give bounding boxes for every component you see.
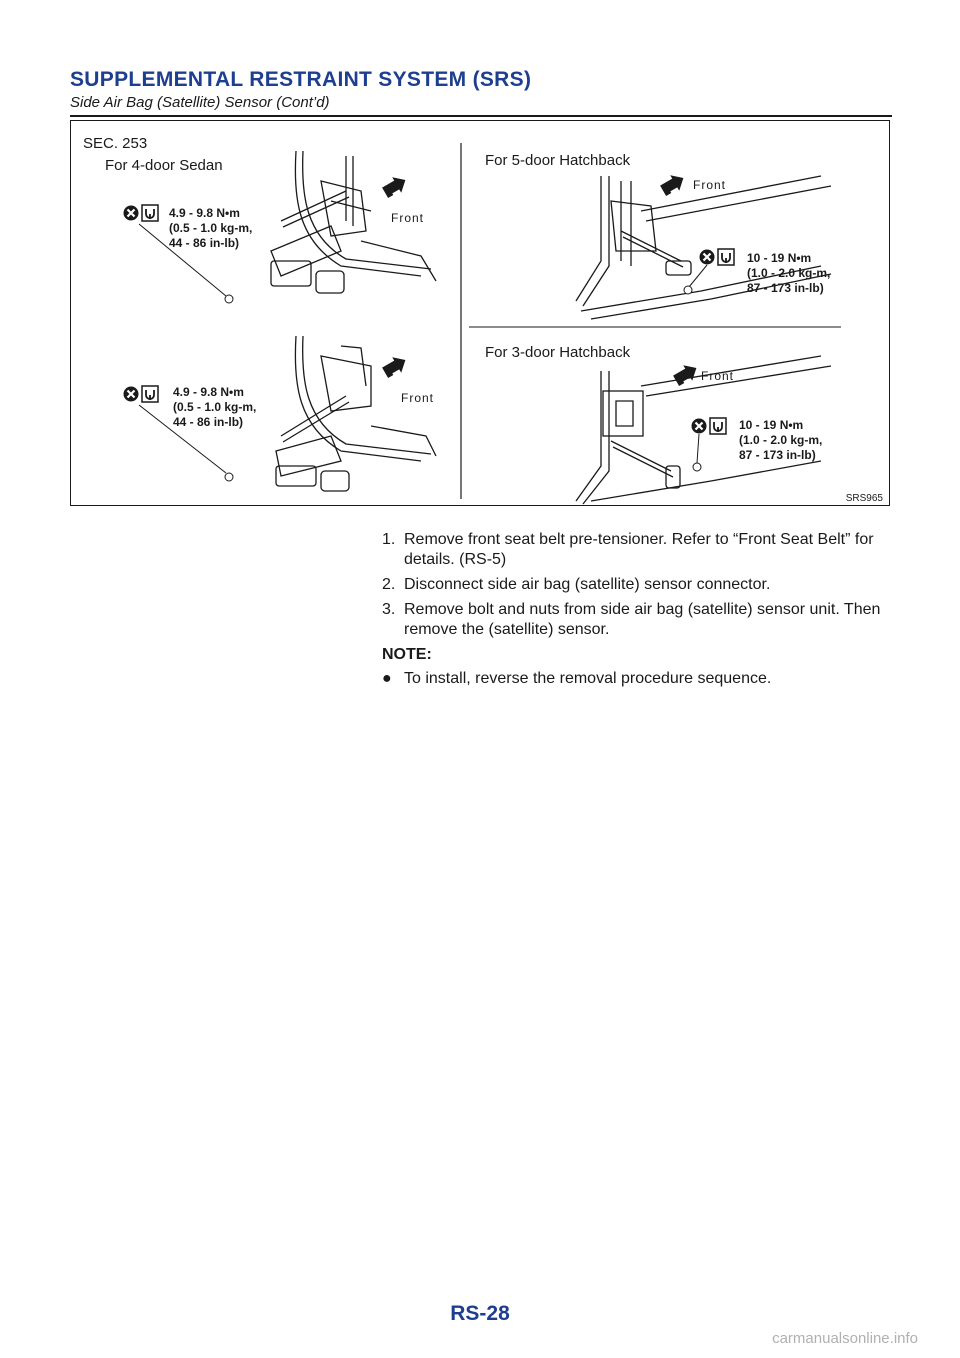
nut-icon <box>693 463 701 471</box>
torque-wrench-icon <box>700 249 735 265</box>
front-label: Front <box>401 391 435 405</box>
nut-icon <box>225 295 233 303</box>
front-arrow-icon <box>380 352 410 380</box>
torque-spec-line1: 4.9 - 9.8 N•m <box>173 385 244 399</box>
sec-label: SEC. 253 <box>83 135 148 152</box>
header-rule <box>70 115 892 117</box>
torque-spec-line3: 87 - 173 in-lb) <box>739 448 816 462</box>
note-item <box>382 669 894 689</box>
torque-wrench-icon <box>124 386 159 402</box>
nut-icon <box>684 286 692 294</box>
torque-spec-line3: 44 - 86 in-lb) <box>173 415 244 429</box>
nut-icon <box>225 473 233 481</box>
page-header <box>70 68 892 111</box>
step-number: 2. <box>382 576 396 593</box>
front-label: Front <box>693 178 727 192</box>
section-subtitle: Side Air Bag (Satellite) Sensor (Cont’d) <box>70 94 330 111</box>
torque-spec-line3: 87 - 173 in-lb) <box>747 281 824 295</box>
front-label: Front <box>391 211 425 225</box>
torque-spec-line1: 10 - 19 N•m <box>747 251 812 265</box>
panel-5-door-hatchback <box>485 152 831 319</box>
front-arrow-icon <box>380 172 410 200</box>
bullet-icon: ● <box>382 670 392 687</box>
step-item <box>382 600 894 640</box>
step-text: Remove front seat belt pre-tensioner. Refer to “Front Seat Belt” for details. (RS-5) <box>404 531 874 568</box>
panel-4-door-sedan-other-side <box>124 336 437 491</box>
figure-code: SRS965 <box>845 493 883 504</box>
front-label: Front <box>701 369 735 383</box>
leader-line <box>689 265 707 287</box>
section-title: SUPPLEMENTAL RESTRAINT SYSTEM (SRS) <box>70 68 532 91</box>
watermark: carmanualsonline.info <box>772 1330 918 1347</box>
panel-4-door-sedan <box>105 151 436 303</box>
step-item <box>382 530 894 570</box>
step-text: Disconnect side air bag (satellite) sensor connector. <box>404 576 771 593</box>
torque-spec-line1: 4.9 - 9.8 N•m <box>169 206 240 220</box>
note-label: NOTE: <box>382 646 432 663</box>
torque-spec-line2: (0.5 - 1.0 kg-m, <box>169 221 253 235</box>
step-number: 3. <box>382 601 396 618</box>
torque-wrench-icon <box>692 418 727 434</box>
page-number: RS-28 <box>450 1302 510 1325</box>
front-arrow-icon <box>658 170 688 198</box>
panel-title: For 4-door Sedan <box>105 157 223 174</box>
step-text: Remove bolt and nuts from side air bag (satellite) sensor unit. Then remove the (satellite) sensor. <box>404 601 881 638</box>
torque-spec-line2: (1.0 - 2.0 kg-m, <box>739 433 823 447</box>
torque-spec-line3: 44 - 86 in-lb) <box>169 236 240 250</box>
front-arrow-icon <box>671 360 701 388</box>
page-footer <box>0 1302 960 1326</box>
procedure-steps <box>382 530 894 689</box>
torque-spec-line1: 10 - 19 N•m <box>739 418 804 432</box>
torque-spec-line2: (0.5 - 1.0 kg-m, <box>173 400 257 414</box>
step-number: 1. <box>382 531 396 548</box>
panel-title: For 3-door Hatchback <box>485 344 631 361</box>
torque-wrench-icon <box>124 205 159 221</box>
installation-figure <box>70 120 890 506</box>
torque-spec-line2: (1.0 - 2.0 kg-m, <box>747 266 831 280</box>
step-item <box>382 575 894 595</box>
leader-line <box>697 434 699 463</box>
panel-title: For 5-door Hatchback <box>485 152 631 169</box>
figure-drawing <box>71 121 891 507</box>
panel-3-door-hatchback <box>485 344 831 504</box>
note-text: To install, reverse the removal procedure sequence. <box>404 670 772 687</box>
